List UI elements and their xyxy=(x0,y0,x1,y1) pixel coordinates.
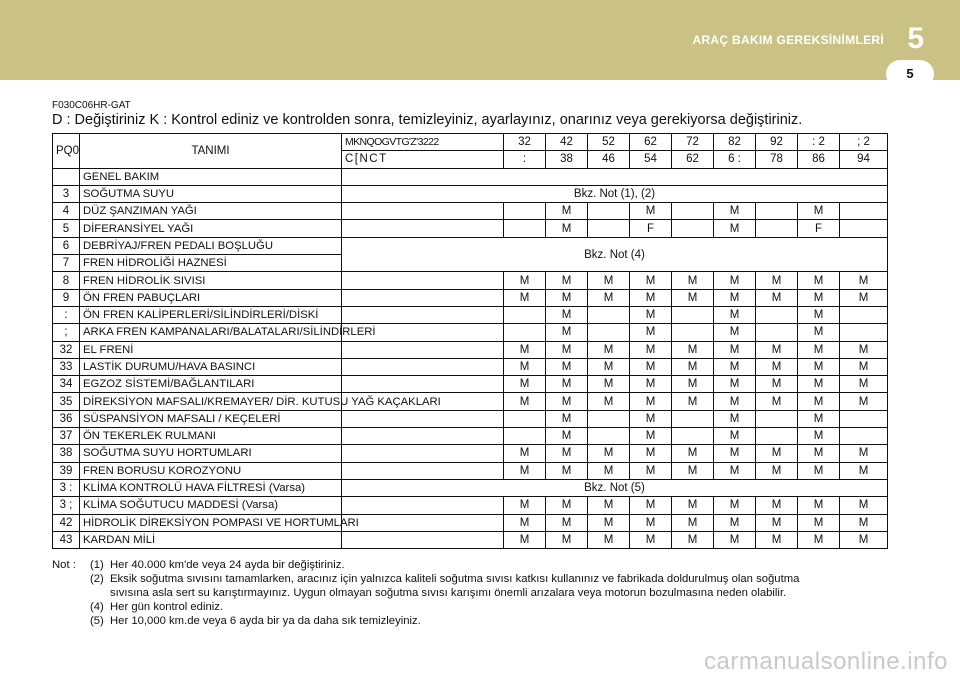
row-number: ; xyxy=(53,324,80,341)
row-spacer xyxy=(342,289,504,306)
row-note: Bkz. Not (1), (2) xyxy=(342,185,888,202)
row-cell: M xyxy=(546,428,588,445)
chapter-title: ARAÇ BAKIM GEREKSİNİMLERİ xyxy=(692,33,884,47)
row-cell: M xyxy=(840,376,888,393)
row-cell: M xyxy=(546,358,588,375)
note-text: Her 40.000 km'de veya 24 ayda bir değiştiriniz. xyxy=(110,559,345,571)
row-cell: M xyxy=(714,203,756,220)
table-row xyxy=(53,358,888,375)
row-item: KLİMA KONTROLÜ HAVA FİLTRESİ (Varsa) xyxy=(80,479,342,496)
row-cell: M xyxy=(588,272,630,289)
notes-section xyxy=(52,558,902,628)
row-cell: M xyxy=(672,531,714,548)
note-line xyxy=(52,600,902,614)
row-cell: M xyxy=(504,393,546,410)
row-number: 7 xyxy=(53,255,80,272)
row-cell: M xyxy=(630,306,672,323)
mileage-label: MKNQOGVTG'Z'3222 xyxy=(342,134,504,151)
row-number: 38 xyxy=(53,445,80,462)
row-item: SOĞUTMA SUYU xyxy=(80,185,342,202)
watermark: carmanualsonline.info xyxy=(704,648,948,675)
row-item: SOĞUTMA SUYU HORTUMLARI xyxy=(80,445,342,462)
row-number: 32 xyxy=(53,341,80,358)
row-cell: M xyxy=(756,531,798,548)
row-cell: M xyxy=(756,462,798,479)
row-cell: M xyxy=(840,289,888,306)
row-cell: M xyxy=(756,358,798,375)
row-cell: M xyxy=(756,376,798,393)
row-spacer xyxy=(342,514,504,531)
row-cell xyxy=(840,410,888,427)
row-spacer xyxy=(342,376,504,393)
row-cell: M xyxy=(546,514,588,531)
row-cell: M xyxy=(840,497,888,514)
row-cell: M xyxy=(630,272,672,289)
row-cell: M xyxy=(798,445,840,462)
note-line xyxy=(52,572,902,586)
table-row xyxy=(53,497,888,514)
row-item: DEBRİYAJ/FREN PEDALI BOŞLUĞU xyxy=(80,237,342,254)
row-cell: M xyxy=(588,514,630,531)
row-cell xyxy=(588,428,630,445)
row-cell: M xyxy=(714,462,756,479)
note-line xyxy=(52,614,902,628)
row-cell xyxy=(672,220,714,237)
page-number-tab xyxy=(886,60,934,88)
row-cell: M xyxy=(840,358,888,375)
table-row xyxy=(53,203,888,220)
row-item: DİFERANSİYEL YAĞI xyxy=(80,220,342,237)
months-label: C[NCT xyxy=(342,151,504,168)
row-cell xyxy=(840,324,888,341)
row-cell: M xyxy=(672,497,714,514)
row-item: EL FRENİ xyxy=(80,341,342,358)
row-cell xyxy=(504,203,546,220)
row-cell xyxy=(756,428,798,445)
mileage-value-4: 72 xyxy=(672,134,714,151)
document-code: F030C06HR-GAT xyxy=(52,100,131,111)
mileage-value-8: ; 2 xyxy=(840,134,888,151)
chapter-header-bar xyxy=(0,0,960,80)
row-cell: M xyxy=(504,376,546,393)
row-cell: M xyxy=(588,289,630,306)
row-item: FREN HİDROLİK SIVISI xyxy=(80,272,342,289)
row-cell: M xyxy=(504,531,546,548)
months-value-6: 78 xyxy=(756,151,798,168)
row-cell: M xyxy=(756,289,798,306)
row-cell: M xyxy=(546,341,588,358)
row-number: 9 xyxy=(53,289,80,306)
table-row xyxy=(53,341,888,358)
row-cell xyxy=(756,410,798,427)
row-cell xyxy=(588,324,630,341)
row-cell: M xyxy=(798,497,840,514)
note-text: Her gün kontrol ediniz. xyxy=(110,601,224,613)
row-cell: M xyxy=(756,272,798,289)
row-cell: M xyxy=(714,497,756,514)
row-number: 3 : xyxy=(53,479,80,496)
row-cell: F xyxy=(630,220,672,237)
table-row xyxy=(53,289,888,306)
general-row-label: GENEL BAKIM xyxy=(80,168,342,185)
table-row xyxy=(53,272,888,289)
legend-line: D : Değiştiriniz K : Kontrol ediniz ve kontrolden sonra, temizleyiniz, ayarlayınız, onarınız veya gerekiyorsa değiştiriniz. xyxy=(52,112,803,128)
maintenance-schedule-table xyxy=(52,133,888,549)
row-cell xyxy=(672,428,714,445)
row-cell: M xyxy=(588,393,630,410)
table-row xyxy=(53,220,888,237)
row-cell xyxy=(504,306,546,323)
row-cell: M xyxy=(546,445,588,462)
row-cell: M xyxy=(504,289,546,306)
row-item: FREN HİDROLİĞİ HAZNESİ xyxy=(80,255,342,272)
name-header: TANIMI xyxy=(80,134,342,169)
row-cell xyxy=(504,220,546,237)
row-cell: M xyxy=(714,410,756,427)
row-note: Bkz. Not (5) xyxy=(342,479,888,496)
row-cell: M xyxy=(756,497,798,514)
row-spacer xyxy=(342,497,504,514)
row-cell: M xyxy=(798,376,840,393)
row-cell: M xyxy=(714,324,756,341)
row-cell xyxy=(672,410,714,427)
row-cell: M xyxy=(504,272,546,289)
row-cell: M xyxy=(546,531,588,548)
mileage-value-0: 32 xyxy=(504,134,546,151)
row-cell: M xyxy=(714,531,756,548)
row-item: DÜZ ŞANZIMAN YAĞI xyxy=(80,203,342,220)
row-cell: M xyxy=(630,324,672,341)
row-cell: M xyxy=(756,393,798,410)
table-row xyxy=(53,376,888,393)
row-cell: M xyxy=(546,272,588,289)
row-cell: M xyxy=(630,514,672,531)
row-number: 5 xyxy=(53,220,80,237)
row-number: 43 xyxy=(53,531,80,548)
table-row xyxy=(53,410,888,427)
months-value-1: 38 xyxy=(546,151,588,168)
row-cell: M xyxy=(588,462,630,479)
row-number: 8 xyxy=(53,272,80,289)
row-cell: M xyxy=(798,324,840,341)
row-cell: M xyxy=(798,514,840,531)
note-lead xyxy=(52,572,90,586)
row-cell: M xyxy=(672,358,714,375)
row-item: KLİMA SOĞUTUCU MADDESİ (Varsa) xyxy=(80,497,342,514)
table-row xyxy=(53,393,888,410)
row-cell: M xyxy=(714,272,756,289)
row-spacer xyxy=(342,220,504,237)
row-spacer xyxy=(342,462,504,479)
mileage-value-3: 62 xyxy=(630,134,672,151)
row-cell xyxy=(756,324,798,341)
note-number: (4) xyxy=(90,601,104,613)
no-header: PQ0 xyxy=(53,134,80,169)
row-item: ÖN TEKERLEK RULMANI xyxy=(80,428,342,445)
row-cell xyxy=(504,428,546,445)
row-cell: M xyxy=(630,341,672,358)
row-cell: M xyxy=(798,358,840,375)
row-cell: M xyxy=(840,514,888,531)
row-cell: M xyxy=(546,410,588,427)
row-cell: M xyxy=(630,445,672,462)
row-note: Bkz. Not (4) xyxy=(342,237,888,272)
row-cell xyxy=(504,410,546,427)
row-cell xyxy=(840,203,888,220)
note-lead: Not : xyxy=(52,559,76,571)
note-lead xyxy=(52,600,90,614)
row-number: 3 ; xyxy=(53,497,80,514)
row-cell: M xyxy=(588,531,630,548)
row-cell: M xyxy=(798,341,840,358)
row-spacer xyxy=(342,428,504,445)
row-cell: M xyxy=(840,272,888,289)
row-cell: M xyxy=(798,203,840,220)
row-cell xyxy=(588,306,630,323)
row-cell: M xyxy=(588,358,630,375)
row-cell: M xyxy=(714,445,756,462)
general-row xyxy=(53,168,888,185)
note-text: Eksik soğutma sıvısını tamamlarken, aracınız için yalnızca kaliteli soğutma sıvısı katkısı kullanınız ve fabrikada doldurulmuş olan soğutma xyxy=(110,573,800,585)
row-cell: M xyxy=(798,428,840,445)
row-cell: M xyxy=(840,393,888,410)
row-cell: M xyxy=(672,272,714,289)
row-cell: M xyxy=(714,289,756,306)
table-row xyxy=(53,428,888,445)
row-number: 39 xyxy=(53,462,80,479)
row-cell: M xyxy=(588,341,630,358)
row-cell xyxy=(840,306,888,323)
mileage-value-7: : 2 xyxy=(798,134,840,151)
row-cell: M xyxy=(546,203,588,220)
table-row xyxy=(53,324,888,341)
row-item: EGZOZ SİSTEMİ/BAĞLANTILARI xyxy=(80,376,342,393)
row-spacer xyxy=(342,272,504,289)
row-number: 3 xyxy=(53,185,80,202)
row-item: DİREKSİYON MAFSALI/KREMAYER/ DİR. KUTUSU YAĞ KAÇAKLARI xyxy=(80,393,342,410)
table-row xyxy=(53,462,888,479)
note-number: (2) xyxy=(90,573,104,585)
row-cell xyxy=(840,220,888,237)
note-text: Her 10,000 km.de veya 6 ayda bir ya da daha sık temizleyiniz. xyxy=(110,615,421,627)
note-number: (1) xyxy=(90,559,104,571)
row-cell: M xyxy=(672,514,714,531)
mileage-value-6: 92 xyxy=(756,134,798,151)
row-spacer xyxy=(342,203,504,220)
row-cell xyxy=(756,220,798,237)
row-item: SÜSPANSİYON MAFSALI / KEÇELERİ xyxy=(80,410,342,427)
row-cell: M xyxy=(798,531,840,548)
row-cell: M xyxy=(504,358,546,375)
row-item: ARKA FREN KAMPANALARI/BALATALARI/SİLİNDİRLERİ xyxy=(80,324,342,341)
months-value-0: : xyxy=(504,151,546,168)
months-value-8: 94 xyxy=(840,151,888,168)
row-spacer xyxy=(342,410,504,427)
row-cell xyxy=(588,410,630,427)
note-lead xyxy=(52,614,90,628)
note-lead xyxy=(52,586,90,600)
chapter-number: 5 xyxy=(907,22,924,55)
note-number: (5) xyxy=(90,615,104,627)
row-item: LASTİK DURUMU/HAVA BASINCI xyxy=(80,358,342,375)
months-value-7: 86 xyxy=(798,151,840,168)
row-cell: M xyxy=(714,220,756,237)
row-cell xyxy=(588,220,630,237)
row-cell: M xyxy=(630,393,672,410)
row-cell: M xyxy=(798,410,840,427)
row-cell: M xyxy=(588,376,630,393)
row-cell: M xyxy=(504,445,546,462)
mileage-value-5: 82 xyxy=(714,134,756,151)
row-cell: M xyxy=(630,410,672,427)
row-cell: M xyxy=(798,306,840,323)
table-row xyxy=(53,185,888,202)
table-row xyxy=(53,306,888,323)
row-item: FREN BORUSU KOROZYONU xyxy=(80,462,342,479)
row-cell: M xyxy=(588,445,630,462)
row-cell: M xyxy=(714,376,756,393)
row-cell: M xyxy=(672,393,714,410)
row-spacer xyxy=(342,531,504,548)
row-spacer xyxy=(342,341,504,358)
row-cell: M xyxy=(546,289,588,306)
note-line xyxy=(52,586,902,600)
row-cell: M xyxy=(672,341,714,358)
row-cell: M xyxy=(504,462,546,479)
general-row-no xyxy=(53,168,80,185)
row-cell: M xyxy=(504,341,546,358)
row-cell: M xyxy=(546,306,588,323)
page-number: 5 xyxy=(906,66,914,81)
row-item: HİDROLİK DİREKSİYON POMPASI VE HORTUMLARI xyxy=(80,514,342,531)
table-row xyxy=(53,514,888,531)
row-cell xyxy=(840,428,888,445)
row-item: KARDAN MİLİ xyxy=(80,531,342,548)
row-cell: F xyxy=(798,220,840,237)
mileage-value-1: 42 xyxy=(546,134,588,151)
row-cell xyxy=(672,203,714,220)
row-cell: M xyxy=(714,341,756,358)
row-number: 42 xyxy=(53,514,80,531)
months-value-2: 46 xyxy=(588,151,630,168)
row-cell: M xyxy=(630,531,672,548)
note-number xyxy=(90,586,110,600)
row-cell: M xyxy=(588,497,630,514)
row-cell xyxy=(672,306,714,323)
general-row-blank xyxy=(342,168,888,185)
row-cell: M xyxy=(756,341,798,358)
row-cell: M xyxy=(798,393,840,410)
row-cell: M xyxy=(714,306,756,323)
row-number: 34 xyxy=(53,376,80,393)
row-cell: M xyxy=(630,203,672,220)
row-number: 6 xyxy=(53,237,80,254)
row-spacer xyxy=(342,445,504,462)
row-cell: M xyxy=(756,445,798,462)
row-cell: M xyxy=(714,393,756,410)
table-row xyxy=(53,479,888,496)
row-cell: M xyxy=(798,272,840,289)
row-cell: M xyxy=(672,376,714,393)
row-number: 4 xyxy=(53,203,80,220)
row-cell: M xyxy=(714,514,756,531)
row-cell: M xyxy=(630,289,672,306)
row-cell: M xyxy=(798,289,840,306)
row-spacer xyxy=(342,358,504,375)
note-text: sıvısına asla sert su karıştırmayınız. Uygun olmayan soğutma sıvısı karışımı önemli arızalara veya motorun bozulmasına neden olabilir. xyxy=(110,587,787,599)
row-number: 33 xyxy=(53,358,80,375)
note-line xyxy=(52,558,902,572)
row-cell: M xyxy=(504,514,546,531)
row-cell xyxy=(672,324,714,341)
row-number: : xyxy=(53,306,80,323)
header-row-mileage xyxy=(53,134,888,151)
row-cell: M xyxy=(840,341,888,358)
row-cell: M xyxy=(630,428,672,445)
table-row xyxy=(53,237,888,254)
row-cell: M xyxy=(546,220,588,237)
row-cell: M xyxy=(714,358,756,375)
row-spacer xyxy=(342,306,504,323)
row-number: 37 xyxy=(53,428,80,445)
months-value-4: 62 xyxy=(672,151,714,168)
row-cell: M xyxy=(756,514,798,531)
row-cell: M xyxy=(672,289,714,306)
row-cell: M xyxy=(546,324,588,341)
row-cell: M xyxy=(630,358,672,375)
row-number: 36 xyxy=(53,410,80,427)
mileage-value-2: 52 xyxy=(588,134,630,151)
row-number: 35 xyxy=(53,393,80,410)
row-item: ÖN FREN PABUÇLARI xyxy=(80,289,342,306)
row-cell: M xyxy=(672,445,714,462)
row-cell: M xyxy=(840,445,888,462)
row-cell xyxy=(588,203,630,220)
row-cell: M xyxy=(546,497,588,514)
row-cell xyxy=(504,324,546,341)
row-cell: M xyxy=(546,393,588,410)
row-cell: M xyxy=(630,462,672,479)
row-cell: M xyxy=(714,428,756,445)
row-cell: M xyxy=(672,462,714,479)
row-cell: M xyxy=(840,531,888,548)
row-cell xyxy=(756,306,798,323)
row-item: ÖN FREN KALİPERLERİ/SİLİNDİRLERİ/DİSKİ xyxy=(80,306,342,323)
row-cell: M xyxy=(840,462,888,479)
months-value-5: 6 : xyxy=(714,151,756,168)
table-row xyxy=(53,531,888,548)
row-cell: M xyxy=(546,462,588,479)
row-cell: M xyxy=(798,462,840,479)
months-value-3: 54 xyxy=(630,151,672,168)
row-cell: M xyxy=(504,497,546,514)
row-cell: M xyxy=(546,376,588,393)
table-row xyxy=(53,445,888,462)
row-cell xyxy=(756,203,798,220)
row-cell: M xyxy=(630,376,672,393)
row-cell: M xyxy=(630,497,672,514)
